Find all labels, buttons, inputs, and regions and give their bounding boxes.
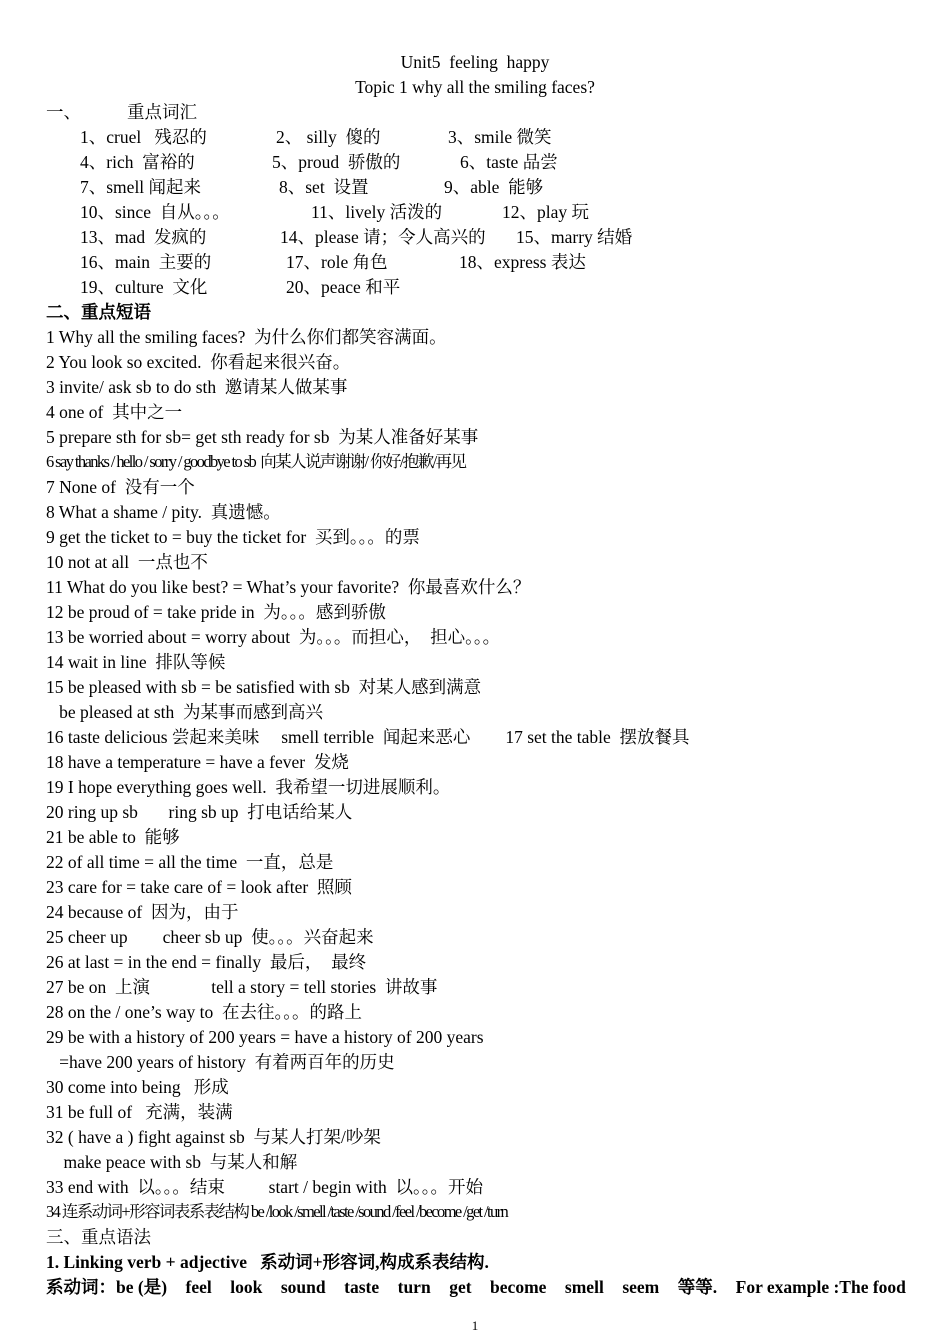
phrase-item: 1 Why all the smiling faces? 为什么你们都笑容满面。	[46, 327, 447, 347]
phrase-item: 14 wait in line 排队等候	[46, 652, 226, 672]
vocab-item: 6、taste 品尝	[460, 152, 558, 172]
vocab-item: 8、set 设置	[279, 177, 369, 197]
phrase-item: 11 What do you like best? = What’s your favorite? 你最喜欢什么？	[46, 577, 531, 597]
section-3-heading: 三、重点语法	[46, 1227, 151, 1247]
vocab-item: 11、lively 活泼的	[311, 202, 443, 222]
vocab-item: 20、peace 和平	[286, 277, 401, 297]
phrase-item: 34 连系动词+形容词表系表结构 be /look /smell /taste /sound /feel /become /get /turn	[46, 1202, 508, 1221]
vocab-item: 10、since 自从。。。	[80, 202, 230, 222]
phrase-item: 10 not at all 一点也不	[46, 552, 208, 572]
phrase-item: 13 be worried about = worry about 为。。。而担心， 担心。。。	[46, 627, 501, 647]
grammar-word: sound	[280, 1277, 326, 1297]
grammar-word: 系动词：be (是)	[46, 1277, 168, 1297]
vocab-item: 5、proud 骄傲的	[272, 152, 401, 172]
phrase-item: 22 of all time = all the time 一直，总是	[46, 852, 334, 872]
vocab-item: 12、play 玩	[502, 202, 590, 222]
phrase-item: 25 cheer up cheer sb up 使。。。兴奋起来	[46, 927, 374, 947]
vocab-item: 19、culture 文化	[80, 277, 208, 297]
phrase-item: 12 be proud of = take pride in 为。。。感到骄傲	[46, 602, 386, 622]
section-2-heading: 二、重点短语	[46, 302, 151, 322]
phrase-item: 31 be full of 充满，装满	[46, 1102, 233, 1122]
grammar-linking-verbs	[46, 1276, 906, 1298]
vocab-item: 17、role 角色	[286, 252, 388, 272]
grammar-word: taste	[344, 1277, 380, 1297]
phrase-item: 33 end with 以。。。结束 start / begin with 以。。。开始	[46, 1177, 483, 1197]
grammar-point-title: 1. Linking verb + adjective 系动词+形容词,构成系表结构.	[46, 1252, 489, 1272]
grammar-word: become	[490, 1277, 547, 1297]
phrase-item: 9 get the ticket to = buy the ticket for 买到。。。的票	[46, 527, 420, 547]
unit-title: Unit5 feeling happy	[400, 52, 550, 72]
section-1-heading	[46, 101, 197, 123]
grammar-word: seem	[622, 1277, 660, 1297]
phrase-item: 8 What a shame / pity. 真遗憾。	[46, 502, 281, 522]
topic-title: Topic 1 why all the smiling faces?	[355, 77, 595, 97]
phrase-item: 21 be able to 能够	[46, 827, 180, 847]
phrase-item: 27 be on 上演 tell a story = tell stories 讲故事	[46, 977, 438, 997]
page-number: 1	[471, 1318, 479, 1333]
grammar-word: turn	[397, 1277, 431, 1297]
phrase-item: 15 be pleased with sb = be satisfied with sb 对某人感到满意	[46, 677, 482, 697]
phrase-item: make peace with sb 与某人和解	[46, 1152, 298, 1172]
vocab-item: 3、smile 微笑	[448, 127, 552, 147]
section-1-number: 一、	[46, 102, 81, 122]
phrase-item: 29 be with a history of 200 years = have a history of 200 years	[46, 1027, 484, 1047]
phrase-item: 26 at last = in the end = finally 最后， 最终	[46, 952, 367, 972]
phrase-item: 32 ( have a ) fight against sb 与某人打架/吵架	[46, 1127, 381, 1147]
phrase-item: 2 You look so excited. 你看起来很兴奋。	[46, 352, 351, 372]
vocab-item: 16、main 主要的	[80, 252, 212, 272]
phrase-item: 5 prepare sth for sb= get sth ready for sb 为某人准备好某事	[46, 427, 479, 447]
grammar-word: get	[449, 1277, 472, 1297]
phrase-item: 16 taste delicious 尝起来美味 smell terrible 闻起来恶心 17 set the table 摆放餐具	[46, 727, 690, 747]
vocab-item: 14、please 请；令人高兴的	[280, 227, 486, 247]
grammar-word: smell	[564, 1277, 604, 1297]
phrase-item: 19 I hope everything goes well. 我希望一切进展顺利。	[46, 777, 451, 797]
vocab-item: 15、marry 结婚	[516, 227, 633, 247]
vocab-item: 9、able 能够	[444, 177, 544, 197]
phrase-item: 7 None of 没有一个	[46, 477, 195, 497]
phrase-item: 3 invite/ ask sb to do sth 邀请某人做某事	[46, 377, 348, 397]
phrase-item: be pleased at sth 为某事而感到高兴	[46, 702, 324, 722]
grammar-word: look	[230, 1277, 263, 1297]
vocab-item: 7、smell 闻起来	[80, 177, 202, 197]
vocab-item: 4、rich 富裕的	[80, 152, 195, 172]
vocab-item: 13、mad 发疯的	[80, 227, 207, 247]
grammar-word: 等等.	[677, 1277, 718, 1297]
vocab-item: 18、express 表达	[459, 252, 586, 272]
grammar-word: For example :The food	[735, 1277, 906, 1297]
phrase-item: =have 200 years of history 有着两百年的历史	[46, 1052, 395, 1072]
phrase-item: 30 come into being 形成	[46, 1077, 229, 1097]
phrase-item: 23 care for = take care of = look after 照顾	[46, 877, 352, 897]
vocab-item: 1、cruel 残忍的	[80, 127, 207, 147]
phrase-item: 24 because of 因为，由于	[46, 902, 239, 922]
phrase-item: 18 have a temperature = have a fever 发烧	[46, 752, 349, 772]
phrase-item: 28 on the / one’s way to 在去往。。。的路上	[46, 1002, 362, 1022]
phrase-item: 4 one of 其中之一	[46, 402, 183, 422]
phrase-item: 20 ring up sb ring sb up 打电话给某人	[46, 802, 353, 822]
section-1-title: 重点词汇	[127, 102, 197, 122]
vocab-item: 2、 silly 傻的	[276, 127, 381, 147]
phrase-item: 6 say thanks / hello / sorry / goodbye to sb 向某人说声谢谢/ 你好/抱歉/再见	[46, 452, 466, 471]
grammar-word: feel	[185, 1277, 212, 1297]
